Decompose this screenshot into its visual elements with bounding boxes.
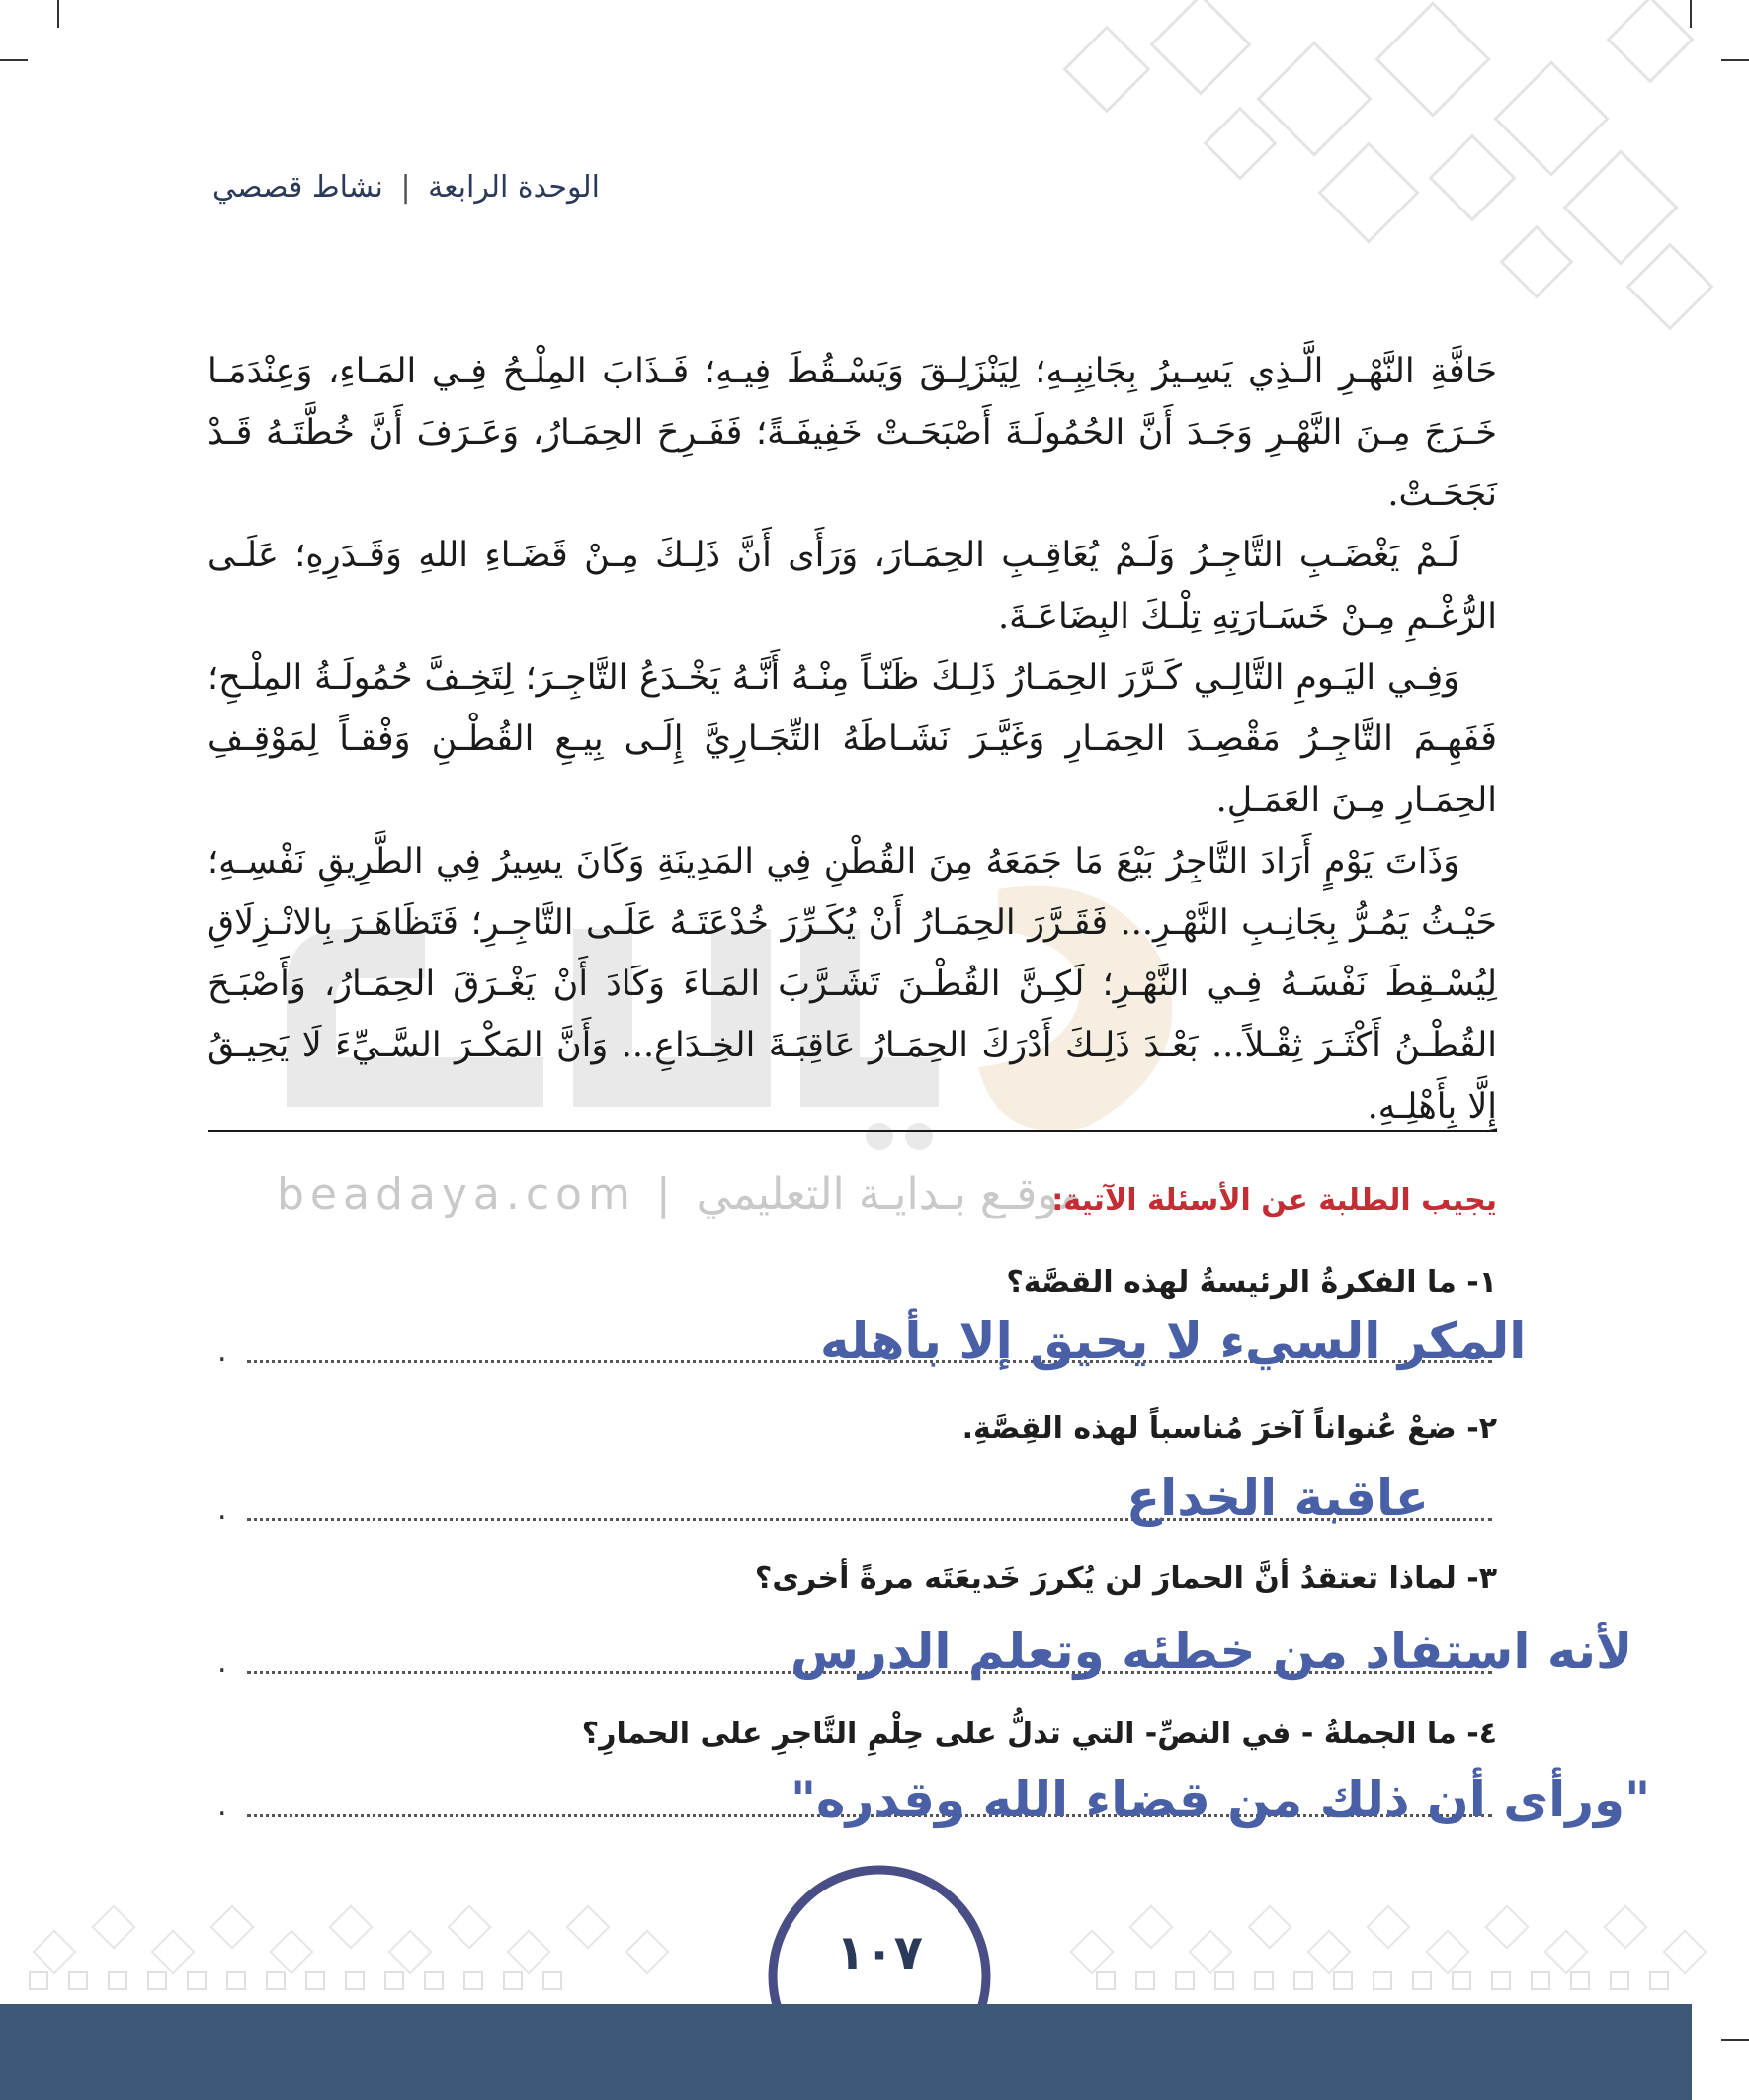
footer-band xyxy=(0,2004,1692,2100)
answer-3: لأنه استفاد من خطئه وتعلم الدرس xyxy=(791,1623,1633,1680)
line-end: . xyxy=(217,1645,227,1680)
watermark-site: beadaya.com xyxy=(277,1169,636,1219)
unit-header xyxy=(212,170,600,205)
line-end: . xyxy=(217,1334,227,1369)
question-text: لماذا تعتقدُ أنَّ الحمارَ لن يُكررَ خَديعَتَه مرةً أخرى؟ xyxy=(754,1561,1457,1596)
question-2 xyxy=(962,1411,1497,1446)
question-text: ضعْ عُنواناً آخرَ مُناسباً لهذه القِصَّةِ. xyxy=(961,1411,1457,1446)
question-3 xyxy=(755,1561,1497,1596)
question-number: ١- xyxy=(1466,1265,1497,1300)
question-1 xyxy=(1006,1265,1497,1300)
answer-1: المكر السيء لا يحيق إلا بأهله xyxy=(820,1312,1527,1370)
line-end: . xyxy=(217,1492,227,1527)
crop-mark xyxy=(0,59,28,61)
crop-mark xyxy=(1721,59,1749,61)
story-paragraph: وَفِـي اليَـومِ التَّالِـي كَـرَّرَ الحِمَـارُ ذَلِـكَ ظَنّـاً مِنْـهُ أَنَّـهُ يَخْـدَعُ التَّاجِـرَ؛ لِتَخِـفَّ حُمُولَـةُ المِلْـحِ؛ فَفَهِـمَ التَّاجِـرُ مَقْصِـدَ الحِمَـارِ وَغَيَّـرَ نَشَـاطَهُ التِّجَـارِيَّ إِلَـى بِيـعِ القُطْـنِ وَفْقـاً لِمَوْقِـفِ الحِمَـارِ مِـنَ العَمَـلِ. xyxy=(208,658,1497,820)
header-separator: | xyxy=(400,170,411,205)
question-number: ٤- xyxy=(1466,1717,1497,1751)
divider xyxy=(208,1130,1497,1132)
question-text: ما الجملةُ - في النصِّ- التي تدلُّ على حِلْمِ التَّاجرِ على الحمارِ؟ xyxy=(581,1717,1457,1751)
question-number: ٣- xyxy=(1466,1561,1497,1596)
instructions-heading: يجيب الطلبة عن الأسئلة الآتية: xyxy=(1051,1183,1497,1218)
line-end: . xyxy=(217,1789,227,1823)
watermark-label: موقـع بـدايـة التعليمي xyxy=(696,1169,1083,1219)
question-number: ٢- xyxy=(1466,1411,1497,1446)
section-title: نشاط قصصي xyxy=(212,170,383,205)
page-number: ١٠٧ xyxy=(836,1925,923,1980)
watermark-separator: | xyxy=(655,1169,677,1219)
crop-mark xyxy=(1690,0,1692,28)
story-paragraph: حَافَّةِ النَّهْـرِ الَّـذِي يَسِـيرُ بِجَانِبِـهِ؛ لِيَنْزَلِـقَ وَيَسْـقُطَ فِيـهِ؛ فَـذَابَ المِلْـحُ فِـي المَـاءِ، وَعِنْدَمَـا خَـرَجَ مِـنَ النَّهْـرِ وَجَـدَ أَنَّ الحُمُولَـةَ أَصْبَحَـتْ خَفِيفَـةً؛ فَفَـرِحَ الحِمَـارُ، وَعَـرَفَ أَنَّ خُطَّتَـهُ قَـدْ نَجَحَـتْ. xyxy=(208,352,1497,514)
answer-2: عاقبة الخداع xyxy=(1126,1470,1429,1527)
crop-mark xyxy=(1721,2039,1749,2041)
question-text: ما الفكرةُ الرئيسةُ لهذه القصَّة؟ xyxy=(1006,1265,1457,1300)
unit-title: الوحدة الرابعة xyxy=(428,170,600,205)
story-paragraph: لَـمْ يَغْضَـبِ التَّاجِـرُ وَلَـمْ يُعَاقِـبِ الحِمَـارَ، وَرَأَى أَنَّ ذَلِـكَ مِـنْ قَضَـاءِ اللهِ وَقَـدَرِهِ؛ عَلَـى الرُّغْـمِ مِـنْ خَسَـارَتِهِ تِلْـكَ البِضَاعَـةَ. xyxy=(208,536,1497,636)
story-paragraph: وَذَاتَ يَوْمٍ أَرَادَ التَّاجِرُ بَيْعَ مَا جَمَعَهُ مِنَ القُطْنِ فِي المَدِينَةِ وَكَانَ يسِيرُ فِي الطَّرِيقِ نَفْسِـهِ؛ حَيْـثُ يَمُـرُّ بِجَانِـبِ النَّهْـرِ... فَقَـرَّرَ الحِمَـارُ أَنْ يُكَـرِّرَ خُدْعَتَـهُ عَلَـى التَّاجِـرِ؛ فَتَظَاهَـرَ بِالانْـزِلَاقِ لِيُسْـقِطَ نَفْسَـهُ فِـي النَّهْـرِ؛ لَكِـنَّ القُطْـنَ تَشَـرَّبَ المَـاءَ وَكَادَ أَنْ يَغْـرَقَ الحِمَـارُ، وَأَصْبَـحَ القُطْـنُ أَكْثَـرَ ثِقْـلاً... بَعْـدَ ذَلِـكَ أَدْرَكَ الحِمَـارُ عَاقِبَـةَ الخِـدَاعِ... وَأَنَّ المَكْـرَ السَّـيِّءَ لَا يَحِيـقُ إِلَّا بِأَهْلِـهِ. xyxy=(208,842,1497,1127)
answer-4: "ورأى أن ذلك من قضاء الله وقدره" xyxy=(791,1771,1651,1828)
crop-mark xyxy=(57,0,59,28)
question-4 xyxy=(582,1717,1497,1751)
story-text xyxy=(208,341,1497,1137)
watermark-text xyxy=(277,1169,1083,1219)
